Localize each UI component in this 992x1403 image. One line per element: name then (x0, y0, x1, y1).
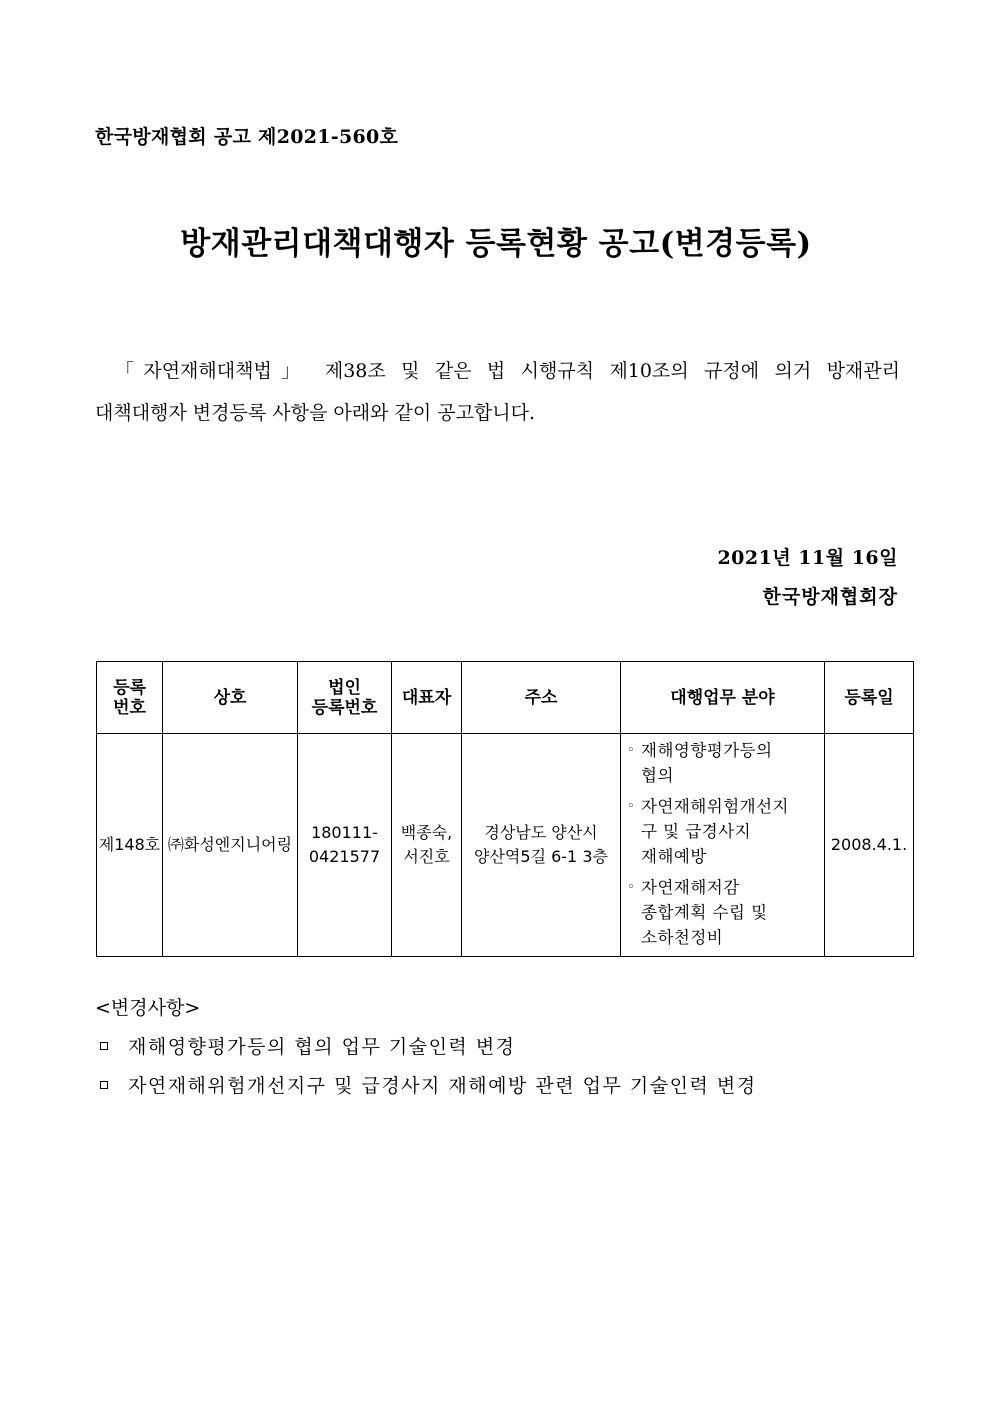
cell-fields (621, 734, 825, 957)
square-bullet-icon (100, 1081, 108, 1089)
intro-line-1: 「자연재해대책법」 제38조 및 같은 법 시행규칙 제10조의 규정에 의거 방재관리 (115, 360, 900, 382)
header-reg-no (97, 662, 163, 734)
intro-line-2: 대책대행자 변경등록 사항을 아래와 같이 공고합니다. (95, 402, 536, 424)
header-reg-date: 등록일 (825, 662, 914, 734)
field-line: 자연재해저감 (641, 878, 740, 897)
notice-number: 한국방재협회 공고 제2021-560호 (95, 126, 399, 148)
field-line: 재해영향평가등의 (641, 741, 773, 760)
change-item (100, 1071, 757, 1098)
field-line: 종합계획 수립 및 (641, 903, 768, 922)
header-reg-no-line2: 번호 (113, 697, 146, 718)
corp-no-line2: 0421577 (308, 847, 381, 866)
list-item (629, 875, 820, 950)
document-title: 방재관리대책대행자 등록현황 공고(변경등록) (180, 226, 812, 262)
rep-line2: 서진호 (403, 847, 450, 866)
field-line: 자연재해위험개선지 (641, 797, 789, 816)
issuer-name: 한국방재협회장 (762, 586, 898, 608)
list-item (629, 794, 820, 869)
table-header-row (97, 662, 914, 734)
header-fields: 대행업무 분야 (621, 662, 825, 734)
table-row (97, 734, 914, 957)
cell-address (462, 734, 621, 957)
bullet-icon: ◦ (627, 880, 636, 895)
rep-line1: 백종숙, (400, 823, 453, 842)
registration-table (96, 661, 914, 957)
header-corp-no-line1: 법인 (328, 677, 361, 698)
field-line: 재해예방 (641, 847, 707, 866)
header-reg-no-line1: 등록 (113, 677, 146, 698)
header-corp-no-line2: 등록번호 (311, 697, 378, 718)
cell-representative (392, 734, 462, 957)
change-item (100, 1032, 516, 1059)
field-line: 소하천정비 (641, 928, 724, 947)
bullet-icon: ◦ (627, 799, 636, 814)
bullet-icon: ◦ (627, 743, 636, 758)
header-corp-no (298, 662, 392, 734)
intro-paragraph (95, 350, 900, 434)
header-company: 상호 (163, 662, 298, 734)
address-line2: 양산역5길 6-1 3층 (474, 847, 608, 866)
change-item-text: 자연재해위험개선지구 및 급경사지 재해예방 관련 업무 기술인력 변경 (128, 1075, 757, 1097)
field-line: 구 및 급경사지 (641, 822, 752, 841)
corp-no-line1: 180111- (311, 823, 378, 842)
cell-corp-no (298, 734, 392, 957)
changes-heading: <변경사항> (95, 997, 201, 1019)
change-item-text: 재해영향평가등의 협의 업무 기술인력 변경 (128, 1036, 516, 1058)
address-line1: 경상남도 양산시 (484, 823, 598, 842)
cell-reg-no: 제148호 (97, 734, 163, 957)
cell-company: ㈜화성엔지니어링 (163, 734, 298, 957)
notice-date: 2021년 11월 16일 (717, 547, 898, 569)
field-line: 협의 (641, 766, 674, 785)
cell-reg-date: 2008.4.1. (825, 734, 914, 957)
header-representative: 대표자 (392, 662, 462, 734)
list-item (629, 738, 820, 788)
square-bullet-icon (100, 1042, 108, 1050)
fields-list (621, 734, 824, 950)
header-address: 주소 (462, 662, 621, 734)
